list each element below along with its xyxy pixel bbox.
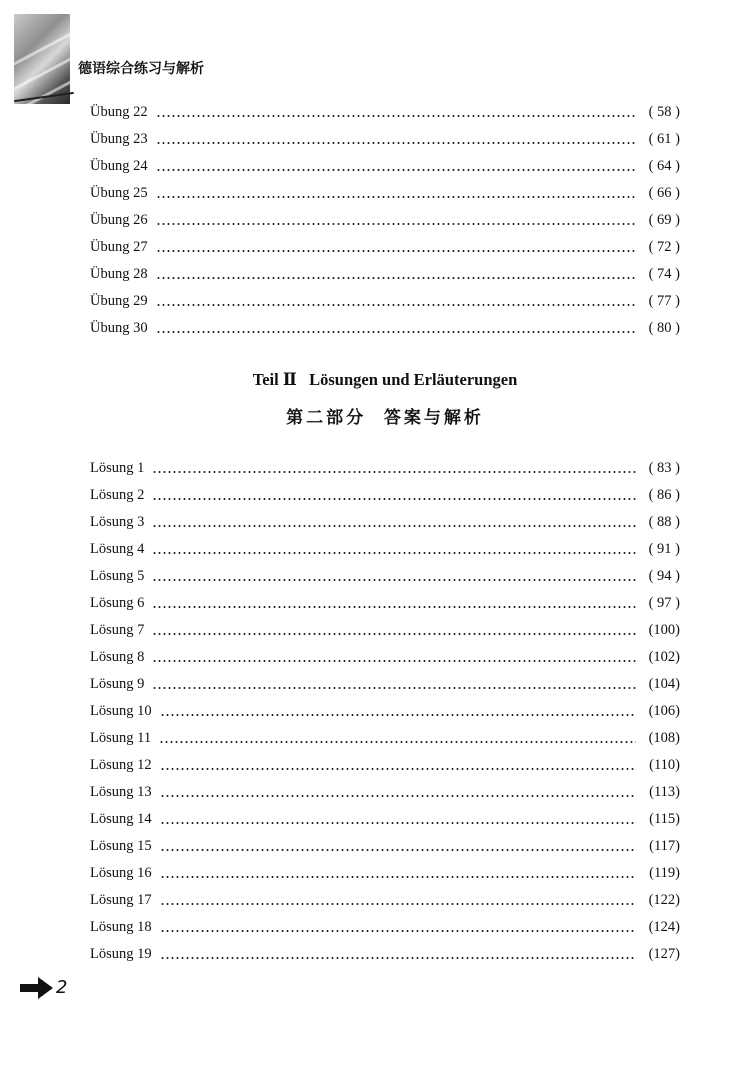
dot-leader (160, 957, 636, 959)
toc-row[interactable] (90, 99, 680, 126)
toc-label: Lösung 13 (90, 784, 152, 800)
toc-row[interactable] (90, 779, 680, 806)
dot-leader (152, 633, 636, 635)
book-title: 德语综合练习与解析 (78, 61, 204, 77)
toc-label: Lösung 8 (90, 649, 145, 665)
toc-row[interactable] (90, 833, 680, 860)
toc-label: Übung 25 (90, 185, 148, 201)
toc-page-number: (102) (648, 649, 680, 665)
toc-page-number: (108) (648, 730, 680, 746)
toc-row[interactable] (90, 207, 680, 234)
dot-leader (156, 277, 636, 279)
toc-label: Lösung 19 (90, 946, 152, 962)
toc-page-number: ( 88 ) (648, 514, 680, 530)
toc-page-number: ( 61 ) (648, 131, 680, 147)
toc-row[interactable] (90, 153, 680, 180)
dot-leader (152, 687, 636, 689)
dot-leader (156, 142, 636, 144)
toc-label: Lösung 18 (90, 919, 152, 935)
toc-page-number: ( 66 ) (648, 185, 680, 201)
header-photo (14, 14, 70, 104)
toc-page-number: ( 58 ) (648, 104, 680, 120)
toc-label: Lösung 16 (90, 865, 152, 881)
dot-leader (160, 903, 636, 905)
toc-label: Lösung 15 (90, 838, 152, 854)
dot-leader (152, 471, 636, 473)
toc-label: Lösung 5 (90, 568, 145, 584)
dot-leader (156, 196, 636, 198)
toc-label: Übung 28 (90, 266, 148, 282)
toc-row[interactable] (90, 590, 680, 617)
dot-leader (160, 930, 636, 932)
dot-leader (152, 552, 636, 554)
toc-row[interactable] (90, 482, 680, 509)
toc-page-number: (117) (649, 838, 680, 854)
dot-leader (160, 822, 636, 824)
toc-page-number: (124) (648, 919, 680, 935)
toc-page-number: ( 80 ) (648, 320, 680, 336)
toc-page-number: ( 64 ) (648, 158, 680, 174)
toc-row[interactable] (90, 914, 680, 941)
toc-label: Lösung 1 (90, 460, 145, 476)
toc-label: Lösung 6 (90, 595, 145, 611)
toc-row[interactable] (90, 806, 680, 833)
toc-label: Lösung 4 (90, 541, 145, 557)
toc-page-number: ( 69 ) (648, 212, 680, 228)
toc-page-number: ( 74 ) (648, 266, 680, 282)
dot-leader (152, 525, 636, 527)
toc-row[interactable] (90, 261, 680, 288)
toc-label: Lösung 9 (90, 676, 145, 692)
toc-label: Lösung 11 (90, 730, 152, 746)
toc-row[interactable] (90, 941, 680, 968)
toc-row[interactable] (90, 563, 680, 590)
toc-row[interactable] (90, 644, 680, 671)
toc-page-number: (113) (649, 784, 680, 800)
toc-row[interactable] (90, 752, 680, 779)
toc-label: Lösung 2 (90, 487, 145, 503)
toc-row[interactable] (90, 725, 680, 752)
toc-page-number: (100) (648, 622, 680, 638)
section-heading-chinese: 第二部分 答案与解析 (286, 408, 484, 428)
toc-row[interactable] (90, 455, 680, 482)
toc-label: Lösung 14 (90, 811, 152, 827)
toc-label: Lösung 17 (90, 892, 152, 908)
toc-row[interactable] (90, 617, 680, 644)
toc-row[interactable] (90, 315, 680, 342)
dot-leader (152, 660, 636, 662)
toc-page-number: (115) (649, 811, 680, 827)
dot-leader (152, 579, 636, 581)
toc-page-number: ( 86 ) (648, 487, 680, 503)
toc-page-number: (127) (648, 946, 680, 962)
toc-row[interactable] (90, 671, 680, 698)
dot-leader (152, 498, 636, 500)
toc-label: Lösung 3 (90, 514, 145, 530)
right-arrow-icon (20, 976, 54, 1000)
dot-leader (156, 169, 636, 171)
dot-leader (160, 849, 636, 851)
toc-label: Lösung 10 (90, 703, 152, 719)
toc-label: Übung 24 (90, 158, 148, 174)
toc-page-number: (119) (649, 865, 680, 881)
toc-label: Übung 22 (90, 104, 148, 120)
dot-leader (152, 606, 636, 608)
exercise-toc (90, 99, 680, 342)
toc-row[interactable] (90, 288, 680, 315)
dot-leader (160, 876, 636, 878)
toc-page-number: ( 72 ) (648, 239, 680, 255)
dot-leader (156, 331, 636, 333)
toc-row[interactable] (90, 234, 680, 261)
toc-row[interactable] (90, 126, 680, 153)
dot-leader (156, 250, 636, 252)
dot-leader (156, 304, 636, 306)
toc-label: Übung 26 (90, 212, 148, 228)
dot-leader (160, 714, 636, 716)
toc-page-number: (122) (648, 892, 680, 908)
page-number: 2 (56, 977, 68, 998)
toc-row[interactable] (90, 887, 680, 914)
toc-label: Übung 30 (90, 320, 148, 336)
toc-page-number: (106) (648, 703, 680, 719)
toc-page-number: ( 77 ) (648, 293, 680, 309)
toc-row[interactable] (90, 536, 680, 563)
dot-leader (160, 768, 636, 770)
dot-leader (156, 115, 636, 117)
toc-label: Lösung 12 (90, 757, 152, 773)
section-heading-german: Teil Ⅱ Lösungen und Erläuterungen (252, 370, 518, 389)
toc-row[interactable] (90, 860, 680, 887)
toc-page-number: ( 83 ) (648, 460, 680, 476)
dot-leader (156, 223, 636, 225)
solution-toc (90, 455, 680, 968)
toc-label: Lösung 7 (90, 622, 145, 638)
toc-label: Übung 27 (90, 239, 148, 255)
toc-label: Übung 29 (90, 293, 148, 309)
toc-page-number: (104) (648, 676, 680, 692)
toc-row[interactable] (90, 509, 680, 536)
toc-page-number: (110) (649, 757, 680, 773)
toc-label: Übung 23 (90, 131, 148, 147)
toc-page-number: ( 97 ) (648, 595, 680, 611)
toc-row[interactable] (90, 180, 680, 207)
toc-page-number: ( 91 ) (648, 541, 680, 557)
dot-leader (159, 741, 636, 743)
dot-leader (160, 795, 636, 797)
toc-row[interactable] (90, 698, 680, 725)
toc-page-number: ( 94 ) (648, 568, 680, 584)
